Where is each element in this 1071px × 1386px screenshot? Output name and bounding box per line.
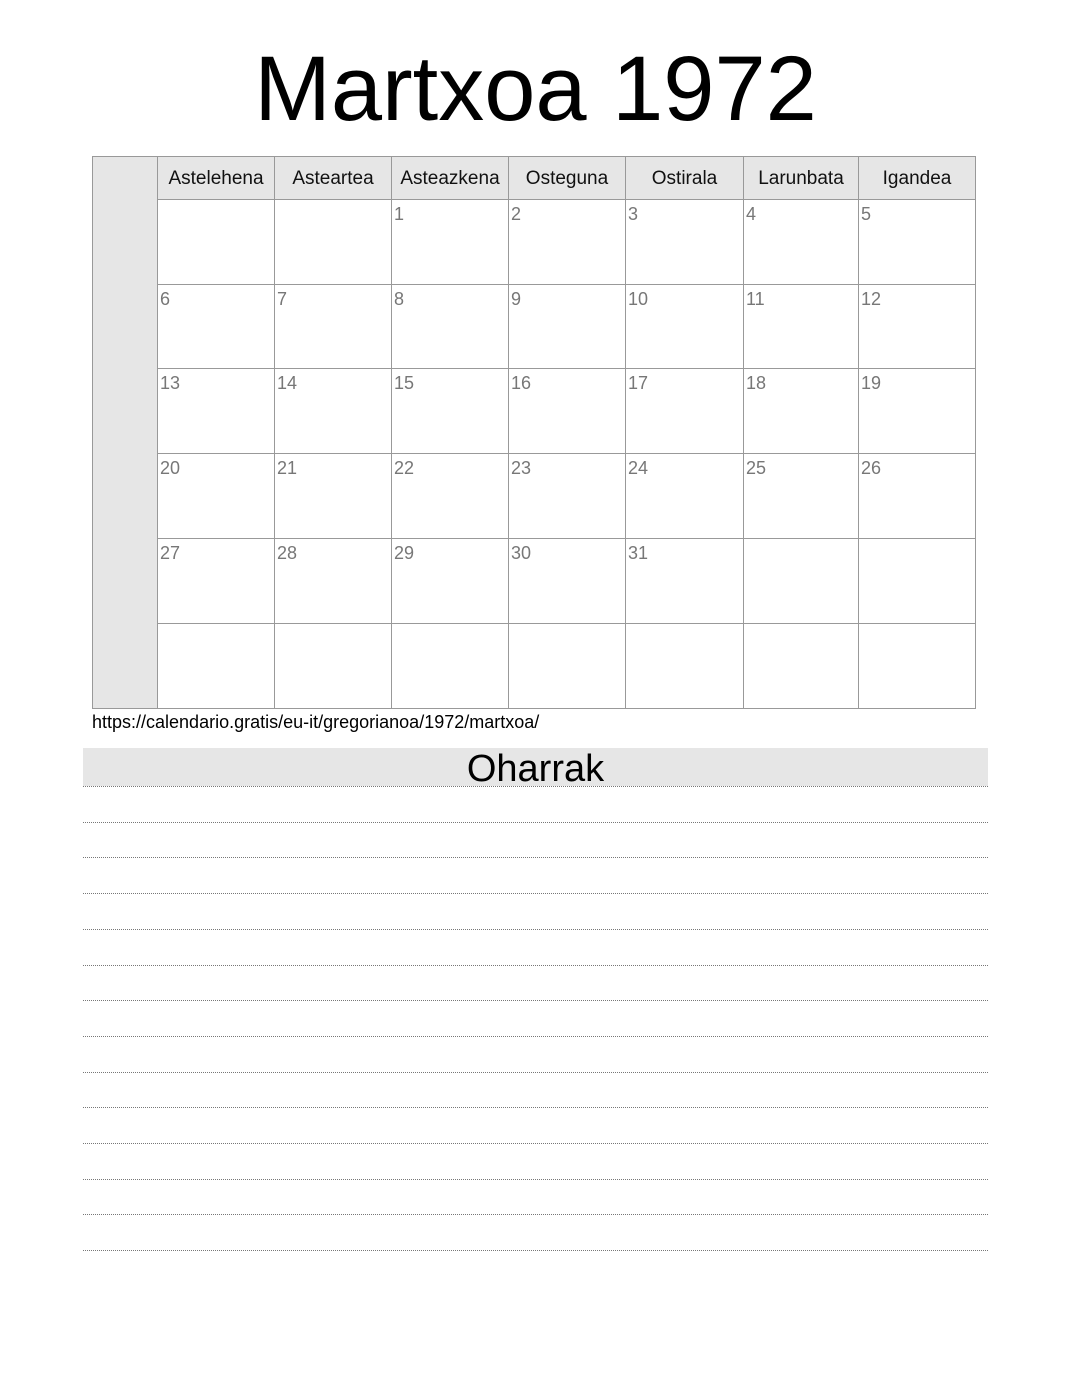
day-number: 31 bbox=[628, 543, 649, 563]
day-cell bbox=[626, 285, 744, 369]
weekday-header: Astelehena bbox=[158, 157, 275, 199]
day-cell bbox=[859, 285, 975, 369]
weekday-header: Ostirala bbox=[626, 157, 744, 199]
notes-heading: Oharrak bbox=[83, 748, 988, 786]
note-line bbox=[83, 1214, 988, 1215]
note-line bbox=[83, 1072, 988, 1073]
weekday-header-row bbox=[158, 157, 975, 200]
day-cell bbox=[275, 369, 392, 454]
day-number: 4 bbox=[746, 204, 757, 224]
day-cell bbox=[509, 200, 626, 285]
day-number: 11 bbox=[746, 289, 765, 309]
day-number: 7 bbox=[277, 289, 288, 309]
weekday-header: Asteartea bbox=[275, 157, 392, 199]
day-cell bbox=[626, 200, 744, 285]
day-cell bbox=[158, 369, 275, 454]
day-cell bbox=[158, 624, 275, 708]
day-cell bbox=[392, 285, 509, 369]
weekday-header: Igandea bbox=[882, 168, 952, 189]
week-number-column bbox=[93, 157, 158, 708]
day-number: 2 bbox=[511, 204, 522, 224]
note-line bbox=[83, 857, 988, 858]
day-number: 14 bbox=[277, 373, 298, 393]
note-line bbox=[83, 965, 988, 966]
day-cell bbox=[859, 624, 975, 708]
day-cell bbox=[392, 624, 509, 708]
note-line bbox=[83, 1000, 988, 1001]
day-cell bbox=[275, 200, 392, 285]
day-number: 3 bbox=[628, 204, 639, 224]
day-number: 1 bbox=[394, 204, 405, 224]
day-number: 17 bbox=[628, 373, 649, 393]
day-number: 27 bbox=[160, 543, 181, 563]
day-cell bbox=[744, 539, 859, 624]
day-cell bbox=[744, 285, 859, 369]
day-cell bbox=[859, 539, 975, 624]
day-cell bbox=[859, 200, 975, 285]
day-cell bbox=[509, 369, 626, 454]
day-cell bbox=[509, 454, 626, 539]
note-line bbox=[83, 822, 988, 823]
day-number: 29 bbox=[394, 543, 415, 563]
day-cell bbox=[626, 369, 744, 454]
day-cell bbox=[859, 454, 975, 539]
day-cell bbox=[626, 624, 744, 708]
day-cell bbox=[744, 369, 859, 454]
day-cell bbox=[626, 454, 744, 539]
note-line bbox=[83, 929, 988, 930]
day-cell bbox=[744, 200, 859, 285]
day-cell bbox=[392, 200, 509, 285]
source-url: https://calendario.gratis/eu-it/gregorianoa/1972/martxoa/ bbox=[92, 712, 540, 732]
day-cell bbox=[392, 369, 509, 454]
weekday-header: Osteguna bbox=[509, 157, 626, 199]
day-cell bbox=[275, 285, 392, 369]
day-cell bbox=[509, 285, 626, 369]
day-cell bbox=[509, 539, 626, 624]
note-line bbox=[83, 1107, 988, 1108]
day-cell bbox=[158, 285, 275, 369]
day-number: 30 bbox=[511, 543, 532, 563]
day-cell bbox=[275, 454, 392, 539]
calendar-grid bbox=[92, 156, 976, 709]
day-cell bbox=[158, 454, 275, 539]
day-number: 6 bbox=[160, 289, 171, 309]
day-cell bbox=[392, 539, 509, 624]
page-title: Martxoa 1972 bbox=[254, 38, 817, 140]
day-number: 10 bbox=[628, 289, 649, 309]
day-cell bbox=[275, 624, 392, 708]
day-number: 18 bbox=[746, 373, 767, 393]
day-number: 8 bbox=[394, 289, 405, 309]
day-number: 22 bbox=[394, 458, 415, 478]
day-cell bbox=[744, 454, 859, 539]
day-number: 24 bbox=[628, 458, 649, 478]
day-cell bbox=[275, 539, 392, 624]
day-number: 20 bbox=[160, 458, 181, 478]
day-cell bbox=[158, 200, 275, 285]
day-cell bbox=[509, 624, 626, 708]
day-number: 26 bbox=[861, 458, 882, 478]
day-cell bbox=[158, 539, 275, 624]
day-number: 9 bbox=[511, 289, 522, 309]
day-number: 28 bbox=[277, 543, 298, 563]
day-cell bbox=[744, 624, 859, 708]
weekday-header: Larunbata bbox=[744, 157, 859, 199]
day-number: 13 bbox=[160, 373, 181, 393]
weekday-header: Asteazkena bbox=[392, 157, 509, 199]
day-cell bbox=[392, 454, 509, 539]
calendar-days bbox=[158, 200, 975, 708]
day-number: 21 bbox=[277, 458, 298, 478]
day-cell bbox=[859, 369, 975, 454]
note-line bbox=[83, 786, 988, 787]
day-cell bbox=[626, 539, 744, 624]
day-number: 5 bbox=[861, 204, 872, 224]
day-number: 12 bbox=[861, 289, 882, 309]
note-line bbox=[83, 1143, 988, 1144]
day-number: 15 bbox=[394, 373, 415, 393]
day-number: 16 bbox=[511, 373, 532, 393]
day-number: 19 bbox=[861, 373, 882, 393]
note-line bbox=[83, 1036, 988, 1037]
note-line bbox=[83, 1179, 988, 1180]
note-line bbox=[83, 1250, 988, 1251]
note-line bbox=[83, 893, 988, 894]
day-number: 23 bbox=[511, 458, 532, 478]
day-number: 25 bbox=[746, 458, 767, 478]
